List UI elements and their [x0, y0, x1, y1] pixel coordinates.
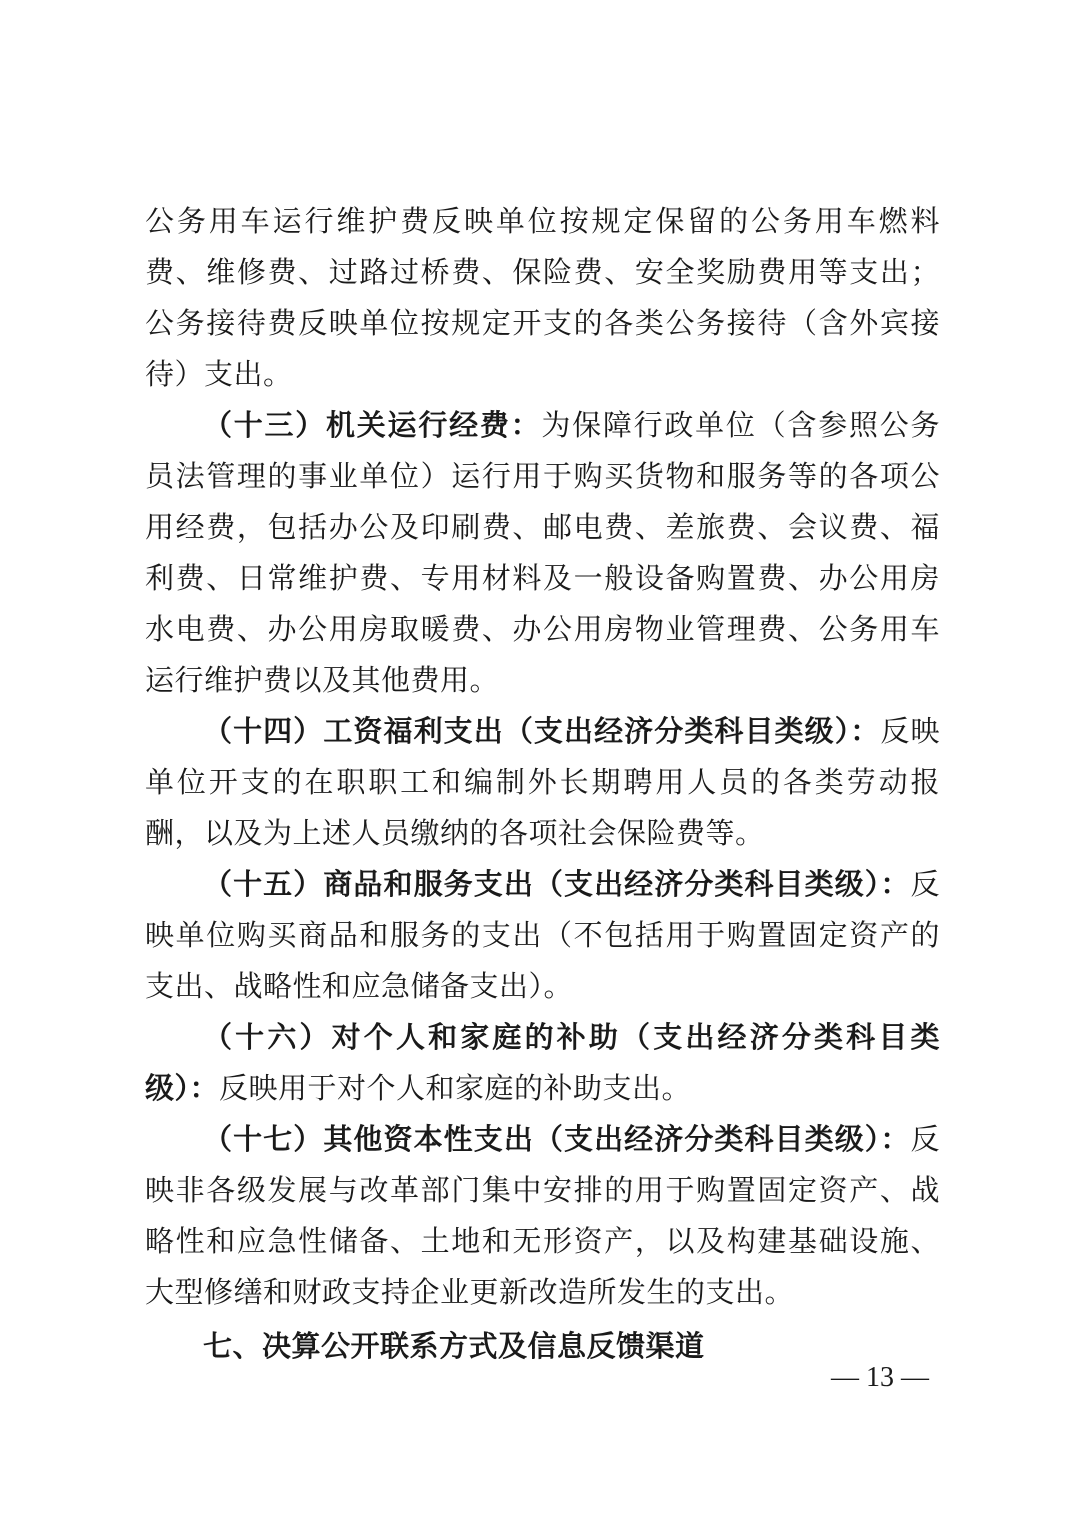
paragraph-item-17	[145, 1114, 940, 1318]
paragraph-item-14	[145, 706, 940, 859]
item-16-definition: 反映用于对个人和家庭的补助支出。	[219, 1071, 692, 1105]
paragraph-text: 公务用车运行维护费反映单位按规定保留的公务用车燃料费、维修费、过路过桥费、保险费、安全奖励费用等支出；公务接待费反映单位按规定开支的各类公务接待（含外宾接待）支出。	[145, 204, 940, 391]
paragraph-item-16	[145, 1012, 940, 1114]
paragraph-item-13	[145, 400, 940, 706]
section-heading: 七、决算公开联系方式及信息反馈渠道	[203, 1329, 705, 1363]
item-13-definition: 为保障行政单位（含参照公务员法管理的事业单位）运行用于购买货物和服务等的各项公用经费，包括办公及印刷费、邮电费、差旅费、会议费、福利费、日常维护费、专用材料及一般设备购置费、办公用房水电费、办公用房取暖费、办公用房物业管理费、公务用车运行维护费以及其他费用。	[145, 408, 940, 697]
paragraph-vehicle-expenses	[145, 196, 940, 400]
item-16-term: （十六）对个人和家庭的补助（支出经济分类科目类级）：	[145, 1020, 940, 1105]
item-14-term: （十四）工资福利支出（支出经济分类科目类级）：	[203, 714, 881, 748]
item-14-definition: 反映单位开支的在职职工和编制外长期聘用人员的各类劳动报酬，以及为上述人员缴纳的各项社会保险费等。	[145, 714, 940, 850]
document-body	[145, 196, 940, 1374]
item-15-definition: 反映单位购买商品和服务的支出（不包括用于购置固定资产的支出、战略性和应急储备支出）。	[145, 867, 940, 1003]
paragraph-item-15	[145, 859, 940, 1012]
item-17-definition: 反映非各级发展与改革部门集中安排的用于购置固定资产、战略性和应急性储备、土地和无形资产，以及构建基础设施、大型修缮和财政支持企业更新改造所发生的支出。	[145, 1122, 940, 1309]
item-13-term: （十三）机关运行经费：	[203, 408, 542, 442]
item-17-term: （十七）其他资本性支出（支出经济分类科目类级）：	[203, 1122, 911, 1156]
page-number: — 13 —	[831, 1362, 929, 1393]
item-15-term: （十五）商品和服务支出（支出经济分类科目类级）：	[203, 867, 911, 901]
